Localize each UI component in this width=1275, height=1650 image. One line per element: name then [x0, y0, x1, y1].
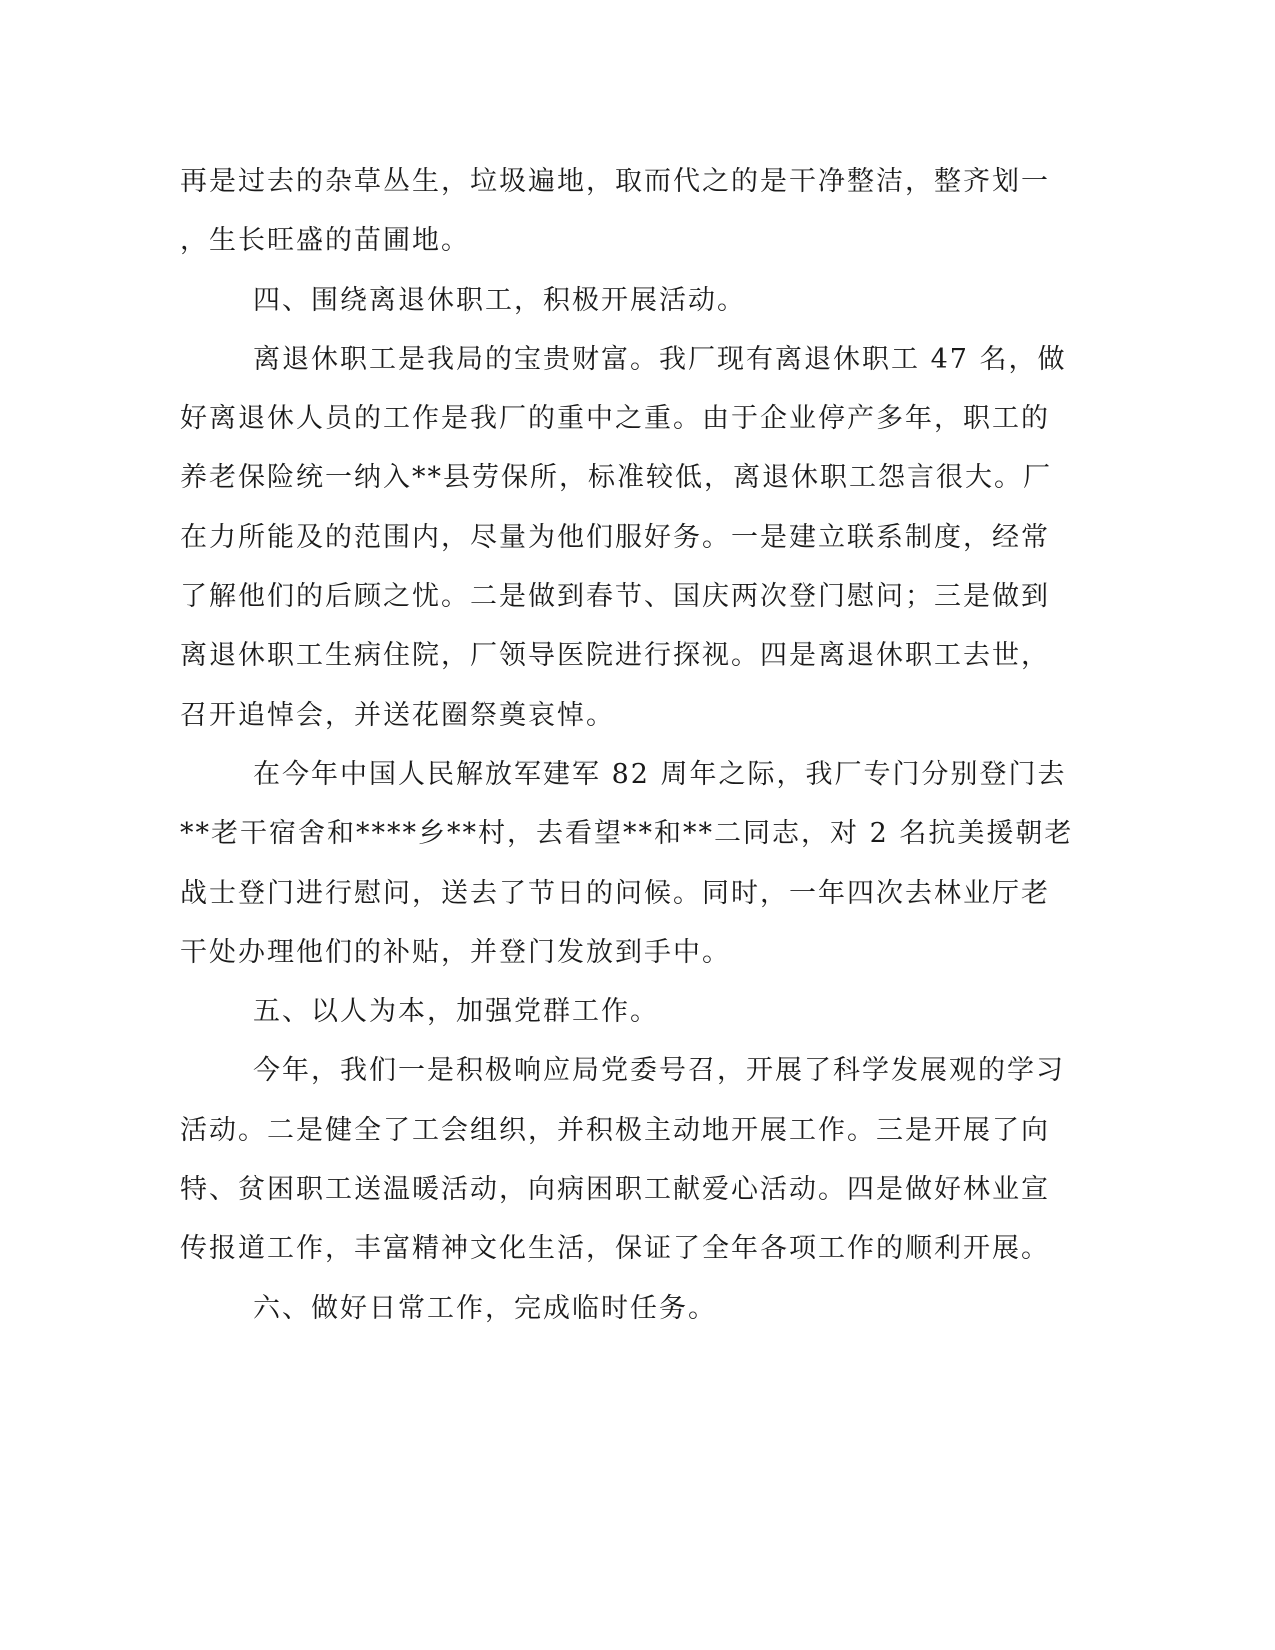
- section-heading: 六、做好日常工作，完成临时任务。: [253, 1292, 717, 1324]
- text-line: 离退休职工生病住院，厂领导医院进行探视。四是离退休职工去世，: [180, 640, 1050, 672]
- document-body: [180, 162, 1074, 1348]
- text-line: 今年，我们一是积极响应局党委号召，开展了科学发展观的学习: [253, 1055, 1065, 1087]
- text-line: 养老保险统一纳入**县劳保所，标准较低，离退休职工怨言很大。厂: [180, 462, 1052, 494]
- section-heading: 五、以人为本，加强党群工作。: [253, 996, 659, 1028]
- text-line: 活动。二是健全了工会组织，并积极主动地开展工作。三是开展了向: [180, 1114, 1050, 1146]
- text-line: 传报道工作，丰富精神文化生活，保证了全年各项工作的顺利开展。: [180, 1233, 1050, 1265]
- text-line: 好离退休人员的工作是我厂的重中之重。由于企业停产多年，职工的: [180, 403, 1050, 435]
- text-line: 在力所能及的范围内，尽量为他们服好务。一是建立联系制度，经常: [180, 521, 1050, 553]
- text-line: 战士登门进行慰问，送去了节日的问候。同时，一年四次去林业厅老: [180, 877, 1050, 909]
- text-line: 离退休职工是我局的宝贵财富。我厂现有离退休职工 47 名，做: [253, 343, 1067, 375]
- text-line: 在今年中国人民解放军建军 82 周年之际，我厂专门分别登门去: [253, 758, 1067, 790]
- text-line: **老干宿舍和****乡**村，去看望**和**二同志，对 2 名抗美援朝老: [180, 818, 1074, 850]
- text-line: 特、贫困职工送温暖活动，向病困职工献爱心活动。四是做好林业宣: [180, 1174, 1050, 1206]
- text-line: 再是过去的杂草丛生，垃圾遍地，取而代之的是干净整洁，整齐划一: [180, 166, 1050, 197]
- text-line: 了解他们的后顾之忧。二是做到春节、国庆两次登门慰问；三是做到: [180, 581, 1050, 613]
- text-line: 召开追悼会，并送花圈祭奠哀悼。: [180, 699, 615, 731]
- text-line: ，生长旺盛的苗圃地。: [180, 225, 470, 257]
- section-heading: 四、围绕离退休职工，积极开展活动。: [253, 284, 746, 316]
- text-line: 干处办理他们的补贴，并登门发放到手中。: [180, 936, 731, 968]
